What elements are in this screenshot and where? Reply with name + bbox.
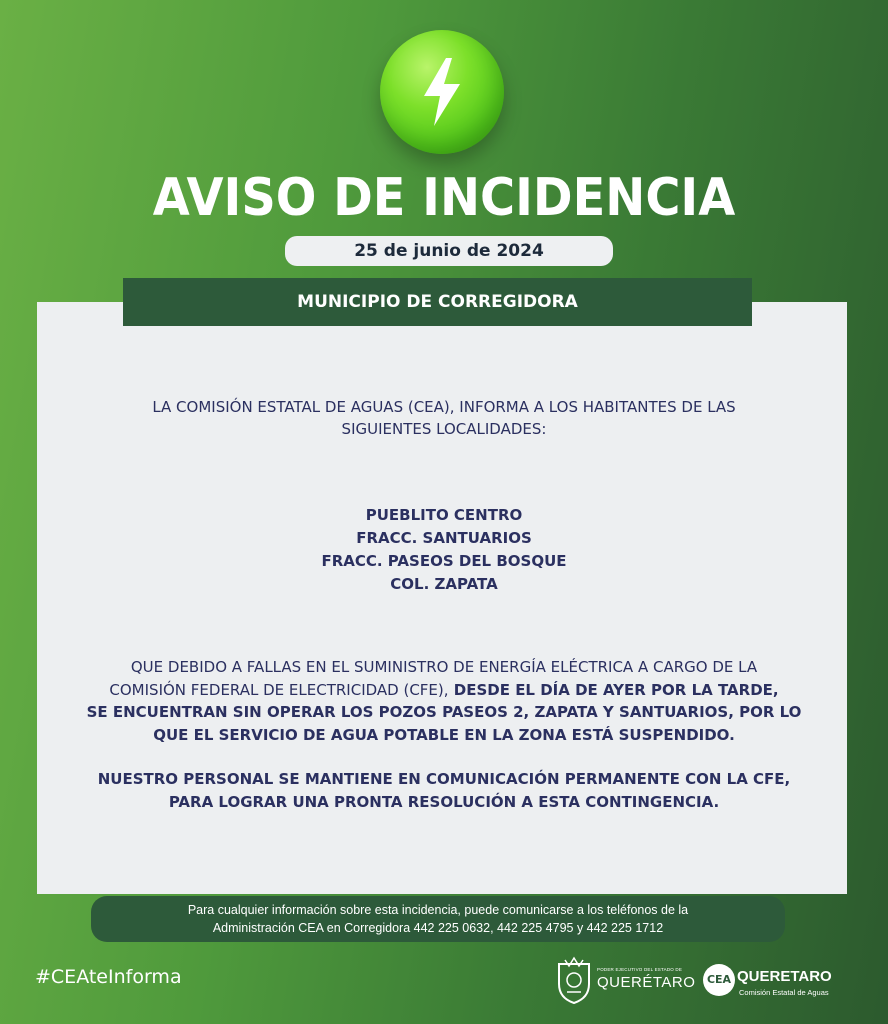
contact-line: Para cualquier información sobre esta incidencia, puede comunicarse a los teléfonos de la	[187, 903, 689, 917]
page-title: AVISO DE INCIDENCIA	[152, 168, 736, 228]
lightning-bolt-icon	[380, 30, 504, 154]
contact-banner	[91, 896, 785, 942]
queretaro-logo-caption: PODER EJECUTIVO DEL ESTADO DE	[597, 967, 683, 972]
intro-line: SIGUIENTES LOCALIDADES:	[341, 420, 547, 438]
description-bold: DESDE EL DÍA DE AYER POR LA TARDE,	[448, 680, 779, 699]
cea-logo	[703, 962, 843, 1006]
follow-up-line: NUESTRO PERSONAL SE MANTIENE EN COMUNICACIÓN PERMANENTE CON LA CFE,	[97, 770, 791, 788]
follow-up-text	[60, 768, 828, 813]
hashtag: #CEAteInforma	[35, 966, 182, 988]
intro-line: LA COMISIÓN ESTATAL DE AGUAS (CEA), INFORMA A LOS HABITANTES DE LAS	[152, 398, 736, 416]
place-item: FRACC. PASEOS DEL BOSQUE	[321, 552, 567, 570]
contact-line: Administración CEA en Corregidora 442 225 0632, 442 225 4795 y 442 225 1712	[212, 921, 664, 935]
places-list	[60, 504, 828, 596]
place-item: PUEBLITO CENTRO	[365, 506, 523, 524]
place-item: FRACC. SANTUARIOS	[356, 529, 532, 547]
municipality-banner: MUNICIPIO DE CORREGIDORA	[123, 278, 752, 326]
cea-mark-icon: CEA	[703, 964, 735, 996]
cea-logo-subtitle: Comisión Estatal de Aguas	[739, 988, 829, 997]
description-line	[60, 679, 828, 702]
follow-up-line: PARA LOGRAR UNA PRONTA RESOLUCIÓN A ESTA CONTINGENCIA.	[168, 792, 720, 811]
incident-description	[60, 656, 828, 746]
intro-text	[60, 396, 828, 440]
description-normal: COMISIÓN FEDERAL DE ELECTRICIDAD (CFE),	[109, 680, 449, 699]
description-line: QUE EL SERVICIO DE AGUA POTABLE EN LA ZONA ESTÁ SUSPENDIDO.	[153, 725, 735, 744]
queretaro-logo-name: QUERÉTARO	[597, 974, 696, 991]
description-line: SE ENCUENTRAN SIN OPERAR LOS POZOS PASEOS 2, ZAPATA Y SANTUARIOS, POR LO	[86, 703, 802, 721]
date-badge: 25 de junio de 2024	[285, 236, 613, 266]
place-item: COL. ZAPATA	[390, 575, 498, 593]
queretaro-logo	[555, 956, 696, 1006]
cea-logo-name: QUERETARO	[737, 968, 832, 985]
description-line: QUE DEBIDO A FALLAS EN EL SUMINISTRO DE ENERGÍA ELÉCTRICA A CARGO DE LA	[130, 658, 758, 676]
state-crest-icon	[555, 956, 593, 1004]
